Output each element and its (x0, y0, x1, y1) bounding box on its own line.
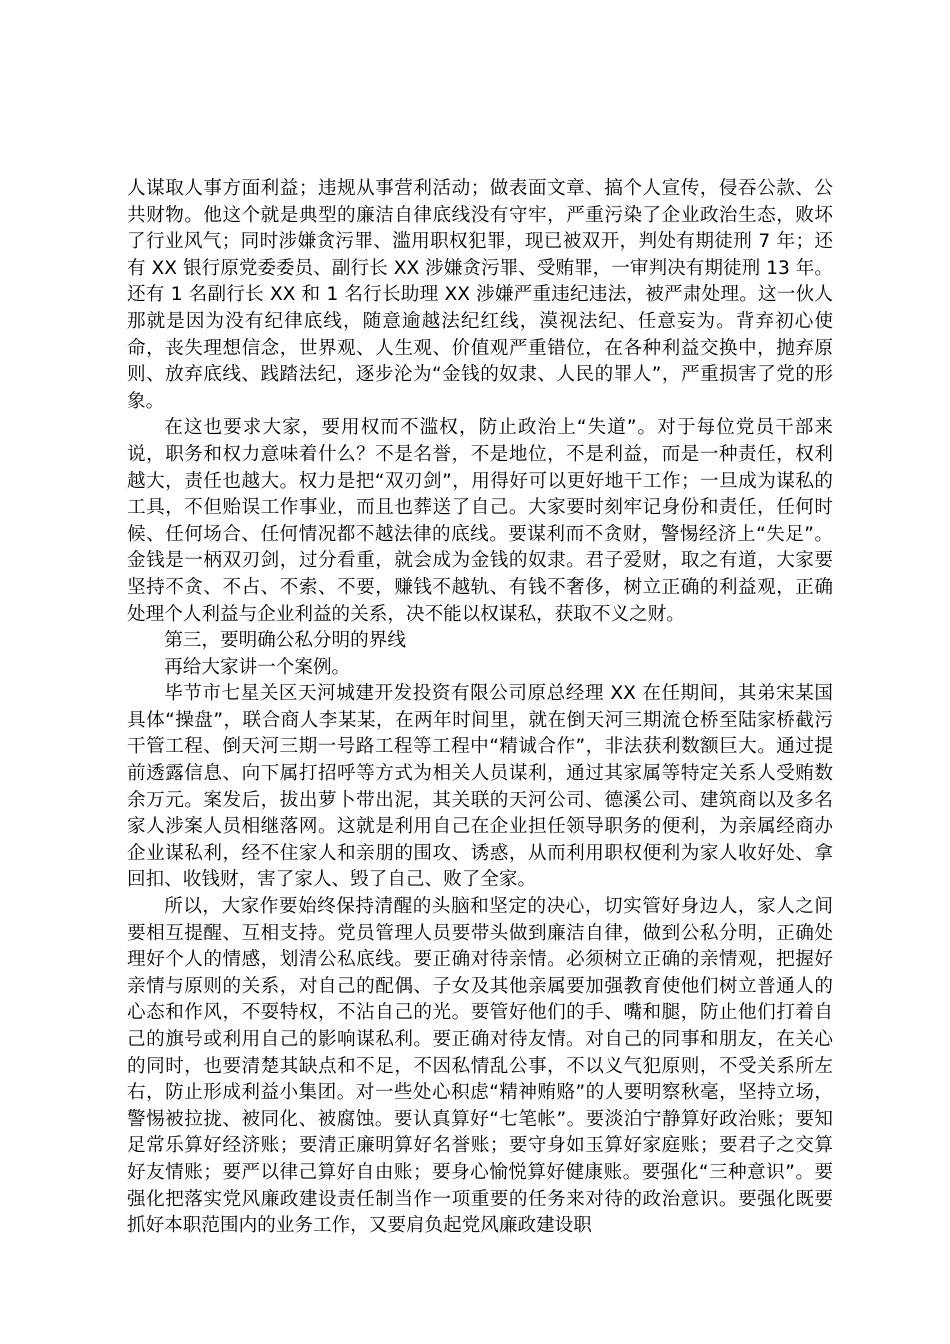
paragraph-1: 人谋取人事方面利益；违规从事营利活动；做表面文章、搞个人宣传，侵吞公款、公共财物。他这个就是典型的廉洁自律底线没有守牢，严重污染了企业政治生态，败坏了行业风气；同时涉嫌贪污罪、滥用职权犯罪，现已被双开，判处有期徒刑 7 年；还有 XX 银行原党委委员、副行长 XX 涉嫌贪污罪、受贿罪，一审判决有期徒刑 13 年。还有 1 名副行长 XX 和 1 名行长助理 XX 涉嫌严重违纪违法，被严肃处理。这一伙人那就是因为没有纪律底线，随意逾越法纪红线，漠视法纪、任意妄为。背弃初心使命，丧失理想信念，世界观、人生观、价值观严重错位，在各种利益交换中，抛弃原则、放弃底线、践踏法纪，逐步沦为“金钱的奴隶、人民的罪人”，严重损害了党的形象。 (127, 178, 833, 412)
document-body (127, 176, 833, 1240)
section-heading-3: 第三，要明确公私分明的界线 (164, 630, 406, 652)
paragraph-4: 再给大家讲一个案例。 (164, 656, 351, 678)
paragraph-5: 毕节市七星关区天河城建开发投资有限公司原总经理 XX 在任期间，其弟宋某国具体“操盘”，联合商人李某某，在两年时间里，就在倒天河三期流仓桥至陆家桥截污干管工程、倒天河三期一号路工程等工程中“精诚合作”，非法获利数额巨大。通过提前透露信息、向下属打招呼等方式为相关人员谋利，通过其家属等特定关系人受贿数余万元。案发后，拔出萝卜带出泥，其关联的天河公司、德溪公司、建筑商以及多名家人涉案人员相继落网。这就是利用自己在企业担任领导职务的便利，为亲属经商办企业谋私利，经不住家人和亲朋的围攻、诱惑，从而利用职权便利为家人收好处、拿回扣、收钱财，害了家人、毁了自己、败了全家。 (127, 683, 833, 891)
paragraph-2: 在这也要求大家，要用权而不滥权，防止政治上“失道”。对于每位党员干部来说，职务和权力意味着什么？不是名誉，不是地位，不是利益，而是一种责任，权利越大，责任也越大。权力是把“双刃剑”，用得好可以更好地干工作；一旦成为谋私的工具，不但贻误工作事业，而且也葬送了自己。大家要时刻牢记身份和责任，任何时候、任何场合、任何情况都不越法律的底线。要谋利而不贪财，警惕经济上“失足”。金钱是一柄双刃剑，过分看重，就会成为金钱的奴隶。君子爱财，取之有道，大家要坚持不贪、不占、不索、不要，赚钱不越轨、有钱不奢侈，树立正确的利益观，正确处理个人利益与企业利益的关系，决不能以权谋私，获取不义之财。 (127, 417, 833, 625)
paragraph-6: 所以，大家作要始终保持清醒的头脑和坚定的决心，切实管好身边人，家人之间要相互提醒、互相支持。党员管理人员要带头做到廉洁自律，做到公私分明，正确处理好个人的情感，划清公私底线。要正确对待亲情。必须树立正确的亲情观，把握好亲情与原则的关系，对自己的配偶、子女及其他亲属要加强教育使他们树立普通人的心态和作风，不耍特权，不沾自己的光。要管好他们的手、嘴和腿，防止他们打着自己的旗号或利用自己的影响谋私利。要正确对待友情。对自己的同事和朋友，在关心的同时，也要清楚其缺点和不足，不因私情乱公事，不以义气犯原则，不受关系所左右，防止形成利益小集团。对一些处心积虑“精神贿赂”的人要明察秋毫，坚持立场，警惕被拉拢、被同化、被腐蚀。要认真算好“七笔帐”。要淡泊宁静算好政治账；要知足常乐算好经济账；要清正廉明算好名誉账；要守身如玉算好家庭账；要君子之交算好友情账；要严以律己算好自由账；要身心愉悦算好健康账。要强化“三种意识”。要强化把落实党风廉政建设责任制当作一项重要的任务来对待的政治意识。要强化既要抓好本职范围内的业务工作，又要肩负起党风廉政建设职 (127, 896, 833, 1237)
